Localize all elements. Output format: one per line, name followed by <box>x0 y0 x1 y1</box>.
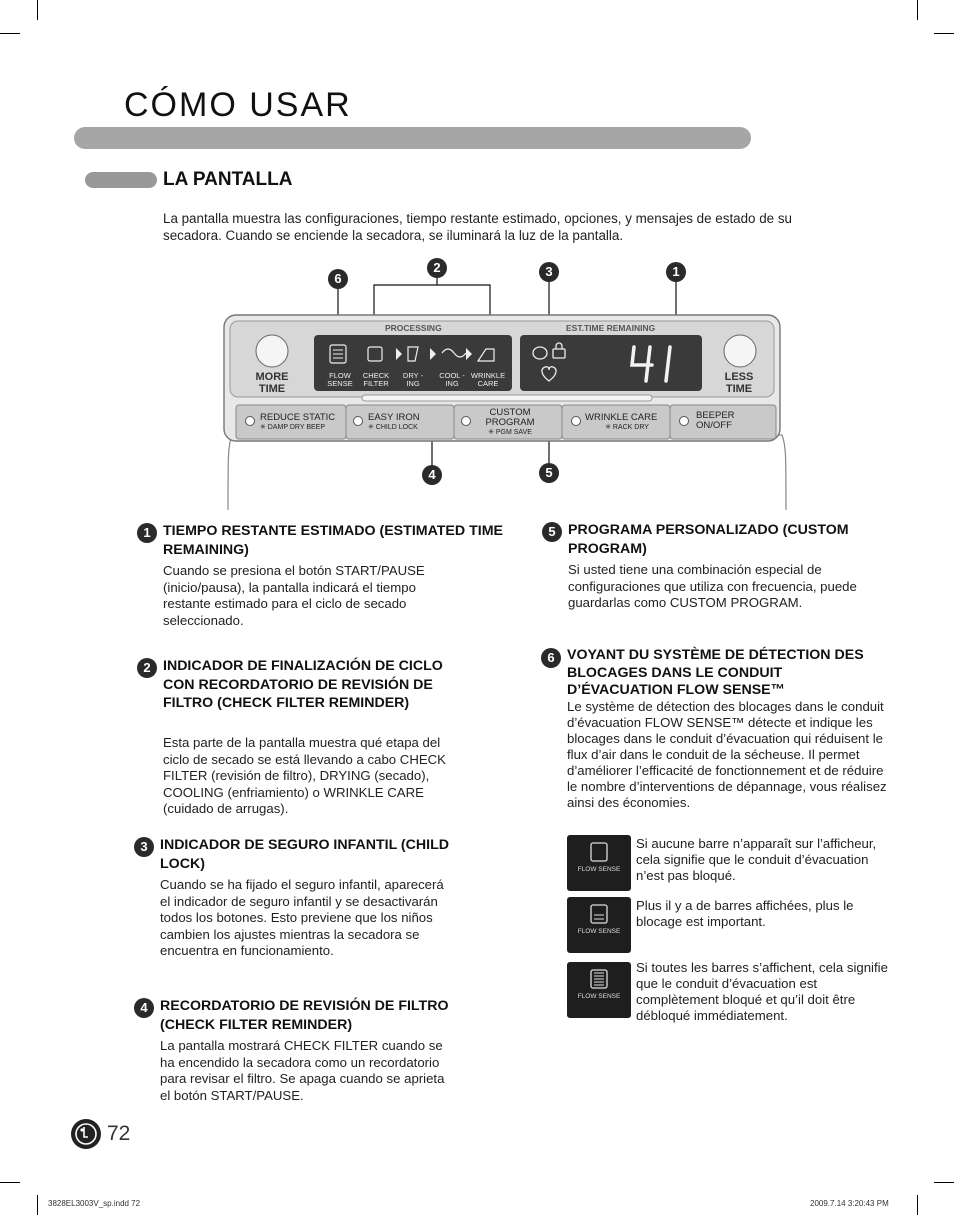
stage-cooling: COOL -ING <box>439 371 465 388</box>
crop-mark <box>934 33 954 34</box>
est-time-label: EST.TIME REMAINING <box>566 323 656 333</box>
item-heading: RECORDATORIO DE REVISIÓN DE FILTRO (CHECK FILTER REMINDER) <box>160 998 449 1033</box>
more-time-button[interactable]: MORE TIME <box>255 371 289 395</box>
callout-5: 5 <box>539 463 559 483</box>
crop-mark <box>917 0 918 20</box>
item-body: Cuando se presiona el botón START/PAUSE (inicio/pausa), la pantalla indicará el tiempo restante estimado para el ciclo de secado seleccionado. <box>163 563 425 628</box>
crop-mark <box>917 1195 918 1215</box>
lg-logo-icon <box>70 1118 102 1150</box>
stage-check-filter: CHECK FILTER <box>362 371 390 388</box>
section-pill <box>85 172 157 188</box>
item-body: Si usted tiene una combinación especial de configuraciones que utiliza con frecuencia, puede guardarlas como CUSTOM PROGRAM. <box>568 562 857 611</box>
stage-wrinkle-care: WRINKLE CARE <box>470 371 506 388</box>
custom-program-button[interactable] <box>478 408 542 438</box>
button-sub-label: ✳ DAMP DRY BEEP <box>260 424 325 431</box>
stage-flow-sense: FLOW SENSE <box>327 371 353 388</box>
button-sub-label: ✳ CHILD LOCK <box>368 424 418 431</box>
beeper-button[interactable]: BEEPER ON/OFF <box>696 410 735 431</box>
crop-mark <box>0 1182 20 1183</box>
callout-4: 4 <box>422 465 442 485</box>
callout-1: 1 <box>666 262 686 282</box>
item-number: 6 <box>541 648 561 668</box>
callout-6: 6 <box>328 269 348 289</box>
item-heading: PROGRAMA PERSONALIZADO (CUSTOM PROGRAM) <box>568 522 849 557</box>
flow-sense-label: FLOW SENSE <box>577 928 621 935</box>
flow-sense-icon-empty <box>567 835 631 891</box>
flow-sense-text: Si toutes les barres s’affichent, cela signifie que le conduit d’évacuation est complètement bloqué et qu’il doit être débloqué immédiatement. <box>636 960 888 1023</box>
header-band <box>74 127 751 149</box>
item-body: Cuando se ha fijado el seguro infantil, aparecerá el indicador de seguro infantil y se desactivarán todos los botones. Esto previene que los niños cambien los ajustes mientras la secadora se encuentra en funcionamiento. <box>160 877 444 959</box>
flow-sense-label: FLOW SENSE <box>577 993 621 1000</box>
section-title: LA PANTALLA <box>163 169 293 190</box>
crop-mark <box>37 1195 38 1215</box>
item-heading: INDICADOR DE FINALIZACIÓN DE CICLO CON RECORDATORIO DE REVISIÓN DE FILTRO (CHECK FILTER REMINDER) <box>163 658 443 711</box>
item-heading: VOYANT DU SYSTÈME DE DÉTECTION DES BLOCAGES DANS LE CONDUIT D’ÉVACUATION FLOW SENSE™ <box>567 647 864 698</box>
intro-text: La pantalla muestra las configuraciones, tiempo restante estimado, opciones, y mensajes de estado de su secadora. Cuando se enciende la secadora, se iluminará la luz de la pantalla. <box>163 211 792 243</box>
item-number: 1 <box>137 523 157 543</box>
less-time-button[interactable]: LESS TIME <box>724 371 754 395</box>
stage-drying: DRY -ING <box>402 371 424 388</box>
item-body: Le système de détection des blocages dans le conduit d’évacuation FLOW SENSE™ détecte et indique les blocages dans le conduit d’évacuation qui réduisent le flux d’air dans le conduit de la sécheuse. Il permet d’améliorer l’efficacité de fonctionnement et de réduire le nombre d’interventions de dépannage, vous réalisez ainsi des économies. <box>567 699 887 810</box>
footer-date: 2009.7.14 3:20:43 PM <box>810 1199 889 1208</box>
flow-sense-icon <box>567 962 631 1018</box>
flow-sense-icon <box>567 897 631 953</box>
button-label: REDUCE STATIC <box>260 412 336 423</box>
item-number: 4 <box>134 998 154 1018</box>
flow-sense-icon-partial <box>567 897 631 953</box>
page-number: 72 <box>107 1122 131 1145</box>
button-sub-label: ✳ PGM SAVE <box>488 429 532 436</box>
processing-label: PROCESSING <box>385 323 442 333</box>
crop-mark <box>934 1182 954 1183</box>
wrinkle-care-button[interactable] <box>585 412 669 431</box>
item-number: 3 <box>134 837 154 857</box>
footer-file: 3828EL3003V_sp.indd 72 <box>48 1199 141 1208</box>
button-label: WRINKLE CARE <box>585 412 658 423</box>
button-label: EASY IRON <box>368 412 420 423</box>
item-heading: TIEMPO RESTANTE ESTIMADO (ESTIMATED TIME REMAINING) <box>163 523 503 558</box>
item-body: Esta parte de la pantalla muestra qué etapa del ciclo de secado se está llevando a cabo CHECK FILTER (revisión de filtro), DRYING (secado), COOLING (enfriamiento) o WRINKLE CARE (cuidado de arrugas). <box>163 735 446 817</box>
flow-sense-text: Plus il y a de barres affichées, plus le blocage est important. <box>636 898 854 929</box>
control-panel-diagram <box>220 255 800 510</box>
flow-sense-icon <box>567 835 631 891</box>
item-heading: INDICADOR DE SEGURO INFANTIL (CHILD LOCK) <box>160 837 450 872</box>
callout-3: 3 <box>539 262 559 282</box>
button-label: CUSTOM PROGRAM <box>485 407 535 428</box>
flow-sense-text: Si aucune barre n’apparaît sur l’afficheur, cela signifie que le conduit d’évacuation n’est pas bloqué. <box>636 836 877 883</box>
button-sub-label: ✳ RACK DRY <box>605 424 649 431</box>
easy-iron-button[interactable] <box>368 412 452 431</box>
item-number: 2 <box>137 658 157 678</box>
item-body: La pantalla mostrará CHECK FILTER cuando se ha encendido la secadora como un recordatorio para revisar el filtro. Se apaga cuando se aprieta el botón START/PAUSE. <box>160 1038 445 1103</box>
item-number: 5 <box>542 522 562 542</box>
crop-mark <box>37 0 38 20</box>
crop-mark <box>0 33 20 34</box>
reduce-static-button[interactable] <box>260 412 344 431</box>
flow-sense-icon-full <box>567 962 631 1018</box>
callout-2: 2 <box>427 258 447 278</box>
page-title: CÓMO USAR <box>124 86 352 124</box>
flow-sense-label: FLOW SENSE <box>577 866 621 873</box>
